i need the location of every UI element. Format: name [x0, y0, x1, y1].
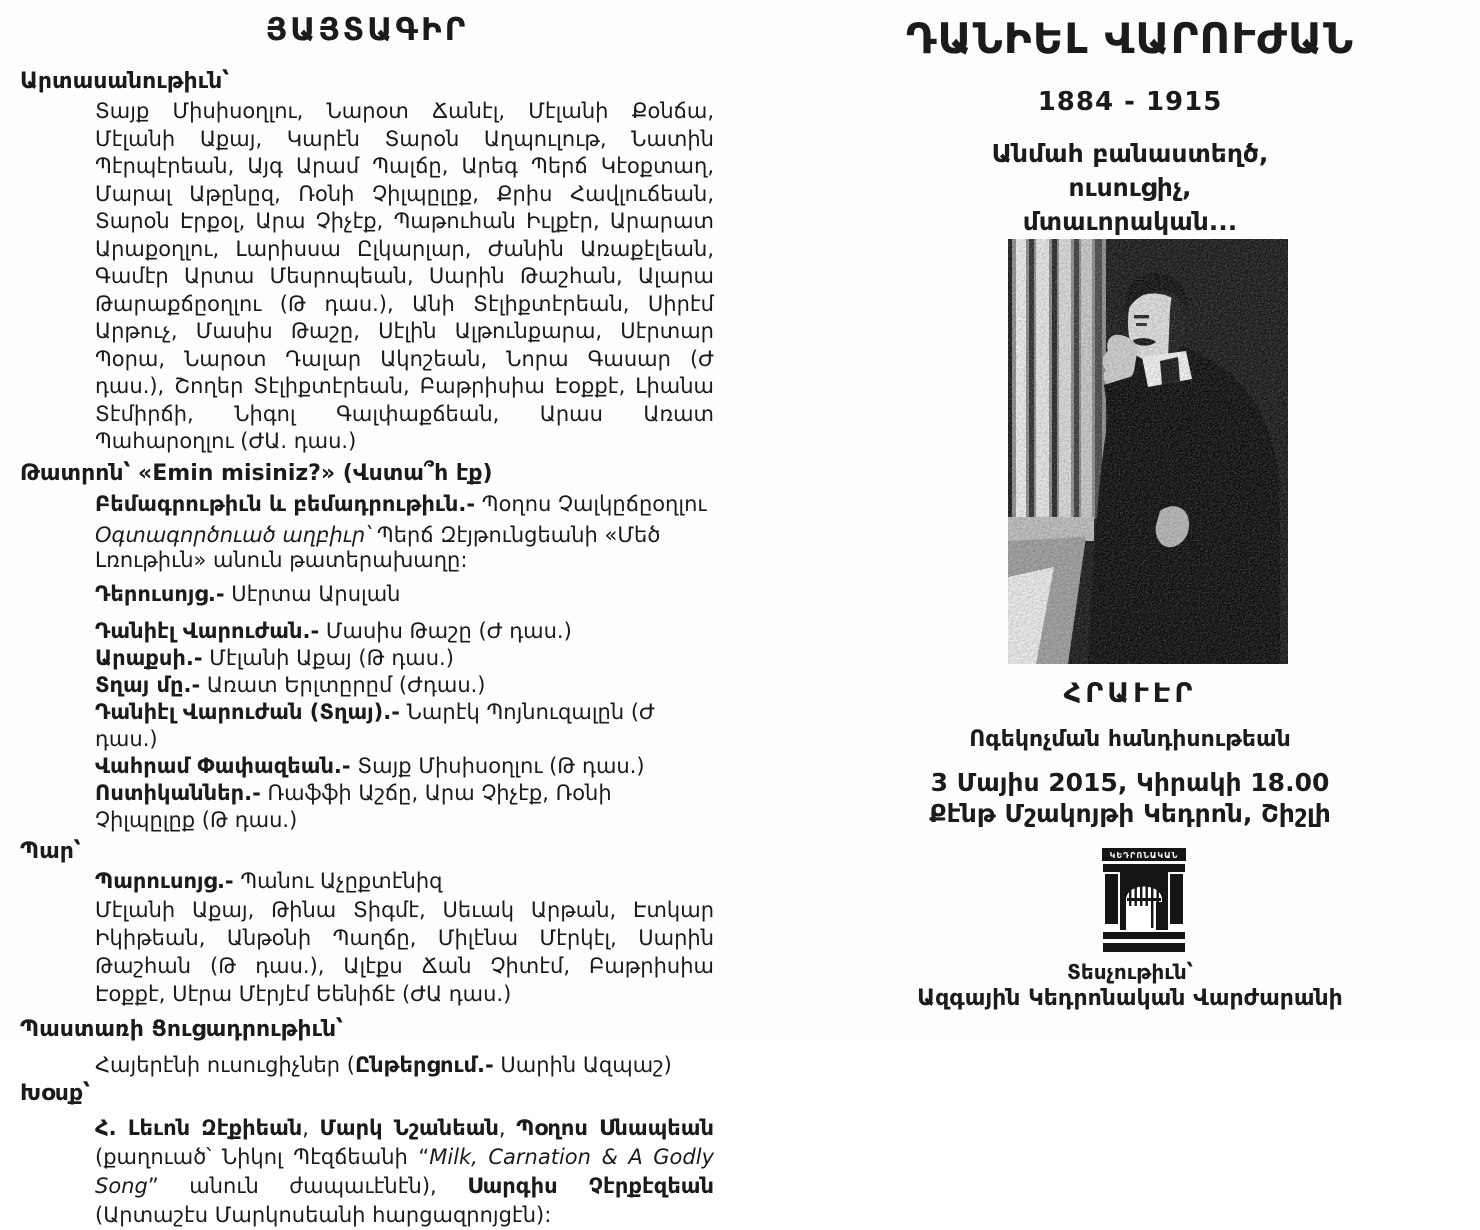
role-label: Տղայ մը.- [95, 672, 201, 697]
source-rest: Պերճ Զէյթունցեանի «Մեծ Լռութիւն» անուն թատերախաղը: [95, 522, 661, 572]
logo-base-band-2 [1103, 943, 1185, 952]
tagline-line: մտաւորական... [1022, 207, 1238, 236]
logo-left-column [1105, 874, 1118, 924]
role-actor: Ռաֆֆի Աշճը, Արա Չիչէք, Ռօնի Չիլպըլըք (Թ դաս.) [95, 780, 612, 832]
organizer-name: Ազգային Կեդրոնական Վարժարանի [917, 986, 1343, 1011]
poet-years: 1884 - 1915 [1037, 87, 1223, 117]
role-label: Դանիէլ Վարուժան.- [95, 618, 320, 643]
invitation-column [740, 0, 1480, 1036]
cast-row [95, 618, 714, 645]
role-actor: Մէլանի Աքայ (Թ դաս.) [209, 645, 454, 670]
section-theatre-header: Թատրոն՝ «Emin misiniz?» (Վստա՞հ էք) [20, 460, 493, 486]
logo-caption-text: ԿԵԴՐՈՆԱԿԱՆ [1109, 851, 1179, 860]
speaker-name: Մարկ Նշանեան [319, 1115, 499, 1140]
tagline-line: Անմահ բանաստեղծ, [991, 139, 1269, 168]
speaker-name: Պօղոս Սնապեան [516, 1115, 714, 1140]
director-name: Սէրտա Արսլան [231, 581, 401, 606]
source-lead: Օգտագործուած աղբիւր՝ [95, 522, 371, 547]
poster-pre: Հայերէնի ուսուցիչներ ( [95, 1052, 355, 1077]
event-description: Ոգեկոչման հանդիսութեան [969, 727, 1291, 752]
cast-row [95, 753, 714, 780]
role-actor: Առատ Երլտըրըմ (Ժդաս.) [206, 672, 486, 697]
logo-left-capital [1103, 864, 1121, 872]
poet-name-title: ԴԱՆԻԵԼ ՎԱՐՈՒԺԱՆ [905, 14, 1355, 63]
choreographer-name: Պանու Աչըքտէնիզ [240, 868, 443, 893]
role-label: Վահրամ Փափազեան.- [95, 753, 351, 778]
invitation-title: ՀՐԱՒԷՐ [1063, 678, 1197, 709]
speech-text: (քաղուած՝ Նիկոլ Պէզճեանի “ [95, 1144, 430, 1169]
speech-text: , [302, 1115, 320, 1140]
theatre-source-line [95, 523, 714, 573]
section-recitation-header: Արտասանութիւն՝ [20, 69, 230, 94]
logo-base-band-1 [1103, 932, 1185, 939]
speech-text: (Արտաշէս Մարկոսեանի հարցազրոյցէն): [95, 1202, 552, 1227]
dance-names-list: Մէլանի Աքայ, Թինա Տիգմէ, Սեւակ Արթան, Էտկար Իկիթեան, Անթօնի Պաղճը, Միլէնա Մէրկէլ, Սարին Թաշհան (Թ դաս.), Ալէքս Ճան Չիտէմ, Բաթրիսիա Էօքքէ, Սէրա Մէրյէմ Եենիճէ (ԺԱ դաս.) [95, 897, 714, 1006]
choreographer-label: Պարուսոյց.- [95, 868, 234, 893]
role-actor: Մասիս Թաշը (Ժ դաս.) [325, 618, 572, 643]
cast-row [95, 699, 714, 753]
speech-text: ” անուն ժապաւէնէն), [147, 1173, 468, 1198]
getronagan-school-logo [1100, 848, 1188, 952]
organizer-label: Տեսչութիւն՝ [1067, 960, 1193, 984]
logo-gate-shadow [1156, 902, 1162, 930]
cast-row [95, 780, 714, 834]
tagline-line: ուսուցիչ, [1068, 173, 1192, 202]
poster-reading-line [95, 1052, 714, 1079]
poster-reading-label: Ընթերցում.- [355, 1052, 494, 1077]
speaker-name: Հ. Լեւոն Զէքիեան [95, 1115, 303, 1140]
section-poster-header: Պաստառի Ցուցադրութիւն՝ [20, 1016, 344, 1042]
staging-label: Բեմագրութիւն և բեմադրութիւն.- [95, 491, 476, 516]
role-label: Դանիէլ Վարուժան (Տղայ).- [95, 699, 400, 724]
staging-name: Պօղոս Չալկըճըօղլու [481, 491, 707, 516]
poster-post: Սարին Ազպաշ) [493, 1052, 672, 1077]
role-actor: Տայք Միսիսօղլու (Թ դաս.) [357, 753, 645, 778]
event-datetime: 3 Մայիս 2015, Կիրակի 18.00 [930, 768, 1330, 797]
role-label: Ոստիկաններ.- [95, 780, 261, 805]
logo-right-column [1170, 874, 1183, 924]
theatre-staging-line [95, 491, 714, 518]
cast-row [95, 672, 714, 699]
section-dance-header: Պար՝ [20, 838, 81, 864]
role-label: Արաքսի.- [95, 645, 203, 670]
section-speech-header: Խօսք՝ [20, 1080, 91, 1106]
poet-tagline [992, 137, 1269, 239]
speech-text: , [498, 1115, 517, 1140]
logo-door-panel [1129, 906, 1151, 928]
photo-grain-dark [1008, 239, 1288, 664]
speaker-name: Սարգիս Չէրքէզեան [467, 1173, 714, 1198]
dance-choreographer-line [95, 868, 714, 895]
director-label: Դերուսոյց.- [95, 581, 225, 606]
logo-right-capital [1167, 864, 1185, 872]
program-title: ՅԱՅՏԱԳԻՐ [265, 12, 469, 48]
varoujan-portrait-photo [1008, 239, 1288, 664]
theatre-cast-list [20, 618, 714, 834]
program-column [0, 0, 740, 1227]
speech-names-paragraph [95, 1114, 714, 1230]
event-venue: Քէնթ Մշակոյթի Կեդրոն, Շիշլի [929, 799, 1331, 828]
theatre-director-line [95, 581, 714, 608]
cast-row [95, 645, 714, 672]
film-title: Milk, Carnation & A Godly Song [95, 1144, 714, 1198]
recitation-names-list: Տայք Միսիսօղլու, Նարօտ Ճանէլ, Մէլանի Քօնճա, Մէլանի Աքայ, Կարէն Տարօն Աղպուլութ, Նատին Պէրպէրեան, Այգ Արամ Պալճը, Արեգ Պերճ Կէօքտաղ, Մարալ Աթընըզ, Ռօնի Չիլպըլըք, Քրիս Հավլուճեան, Տարօն Էրքօլ, Արա Չիչէք, Պաթուհան Իւլքէր, Արարատ Արաքօղլու, Լարիսսա Ըլկարլար, Ժանին Առաքէլեան, Գամէր Արտա Մեսրոպեան, Սարին Թաշհան, Ալարա Թարաքճըօղլու (Թ դաս.), Անի Տէլիքտէրեան, Սիրէմ Արթուչ, Մասիս Թաշը, Սէլին Ալթունքարա, Սէրտար Պօրա, Նարօտ Դալար Ակոշեան, Նորա Գասար (Ժ դաս.), Շողեր Տէլիքտէրեան, Բաթրիսիա Էօքքէ, Լիանա Տէմիրճի, Նիգոլ Գալփաքճեան, Արաս Առատ Պահարօղլու (ԺԱ. դաս.) [95, 99, 714, 453]
role-actor: Նարէկ Պոյնուզալըն (Ժ դաս.) [95, 699, 655, 751]
